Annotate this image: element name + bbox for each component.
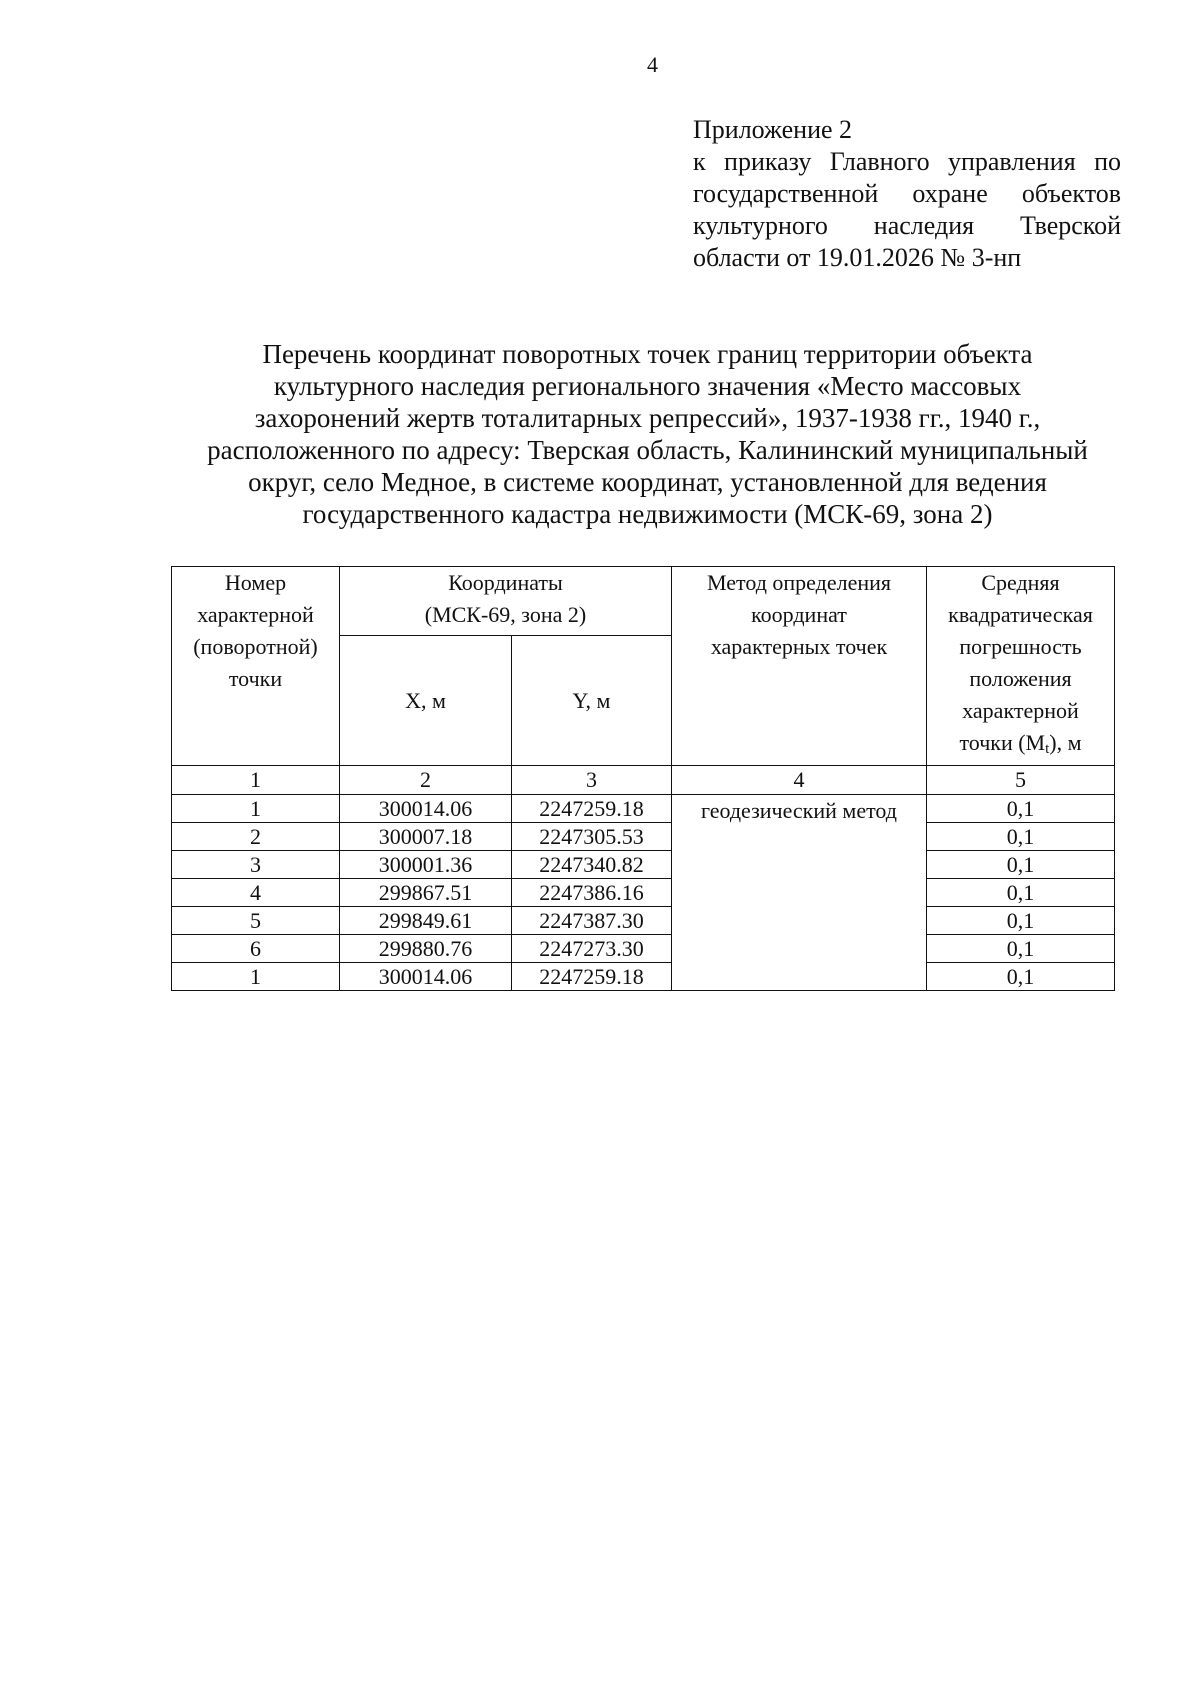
table-row bbox=[172, 907, 1115, 935]
y-coordinate-cell: 2247305.53 bbox=[512, 823, 672, 851]
title-line: Перечень координат поворотных точек границ территории объекта bbox=[262, 339, 1033, 369]
error-cell: 0,1 bbox=[927, 823, 1115, 851]
point-number-cell: 3 bbox=[172, 851, 340, 879]
y-coordinate-cell: 2247387.30 bbox=[512, 907, 672, 935]
column-number: 2 bbox=[340, 766, 512, 795]
error-cell: 0,1 bbox=[927, 795, 1115, 823]
x-coordinate-cell: 300007.18 bbox=[340, 823, 512, 851]
x-coordinate-cell: 299849.61 bbox=[340, 907, 512, 935]
point-number-cell: 1 bbox=[172, 795, 340, 823]
point-number-cell: 4 bbox=[172, 879, 340, 907]
y-coordinate-cell: 2247259.18 bbox=[512, 795, 672, 823]
appendix-block bbox=[693, 114, 1121, 274]
coordinates-table bbox=[171, 566, 1115, 991]
column-number: 5 bbox=[927, 766, 1115, 795]
header-x: X, м bbox=[340, 636, 512, 766]
method-cell: геодезический метод bbox=[672, 795, 927, 991]
page-number: 4 bbox=[647, 52, 658, 77]
appendix-line: культурного наследия Тверской bbox=[693, 211, 1121, 240]
column-number: 1 bbox=[172, 766, 340, 795]
table-row bbox=[172, 879, 1115, 907]
table-row bbox=[172, 795, 1115, 823]
table-row bbox=[172, 823, 1115, 851]
y-coordinate-cell: 2247386.16 bbox=[512, 879, 672, 907]
header-coordinates: Координаты (МСК-69, зона 2) bbox=[340, 567, 672, 636]
appendix-line: государственной охране объектов bbox=[693, 179, 1121, 208]
header-method: Метод определения координат характерных точек bbox=[672, 567, 927, 766]
title-line: культурного наследия регионального значения «Место массовых bbox=[273, 371, 1022, 401]
appendix-line: к приказу Главного управления по bbox=[693, 147, 1121, 176]
table-row bbox=[172, 935, 1115, 963]
x-coordinate-cell: 300014.06 bbox=[340, 963, 512, 991]
point-number-cell: 5 bbox=[172, 907, 340, 935]
error-cell: 0,1 bbox=[927, 963, 1115, 991]
title-line: государственного кадастра недвижимости (МСК-69, зона 2) bbox=[302, 499, 993, 529]
column-number: 4 bbox=[672, 766, 927, 795]
error-cell: 0,1 bbox=[927, 879, 1115, 907]
x-coordinate-cell: 299867.51 bbox=[340, 879, 512, 907]
table-row bbox=[172, 851, 1115, 879]
title-line: расположенного по адресу: Тверская область, Калининский муниципальный bbox=[207, 435, 1088, 465]
table-row bbox=[172, 963, 1115, 991]
header-y: Y, м bbox=[512, 636, 672, 766]
document-title bbox=[160, 338, 1135, 530]
point-number-cell: 6 bbox=[172, 935, 340, 963]
error-cell: 0,1 bbox=[927, 907, 1115, 935]
error-cell: 0,1 bbox=[927, 851, 1115, 879]
error-cell: 0,1 bbox=[927, 935, 1115, 963]
point-number-cell: 2 bbox=[172, 823, 340, 851]
appendix-line: области от 19.01.2026 № 3-нп bbox=[693, 243, 1022, 272]
point-number-cell: 1 bbox=[172, 963, 340, 991]
x-coordinate-cell: 300001.36 bbox=[340, 851, 512, 879]
header-point-number: Номер характерной (поворотной) точки bbox=[172, 567, 340, 766]
y-coordinate-cell: 2247273.30 bbox=[512, 935, 672, 963]
x-coordinate-cell: 299880.76 bbox=[340, 935, 512, 963]
title-line: захоронений жертв тоталитарных репрессий», 1937-1938 гг., 1940 г., bbox=[254, 403, 1041, 433]
column-number: 3 bbox=[512, 766, 672, 795]
title-line: округ, село Медное, в системе координат, установленной для ведения bbox=[248, 467, 1047, 497]
header-error: Средняя квадратическая погрешность положения характерной точки $(M_t)$, м bbox=[927, 567, 1115, 766]
appendix-line: Приложение 2 bbox=[693, 115, 853, 144]
table-header-row bbox=[172, 567, 1115, 636]
column-number-row bbox=[172, 766, 1115, 795]
x-coordinate-cell: 300014.06 bbox=[340, 795, 512, 823]
y-coordinate-cell: 2247340.82 bbox=[512, 851, 672, 879]
y-coordinate-cell: 2247259.18 bbox=[512, 963, 672, 991]
